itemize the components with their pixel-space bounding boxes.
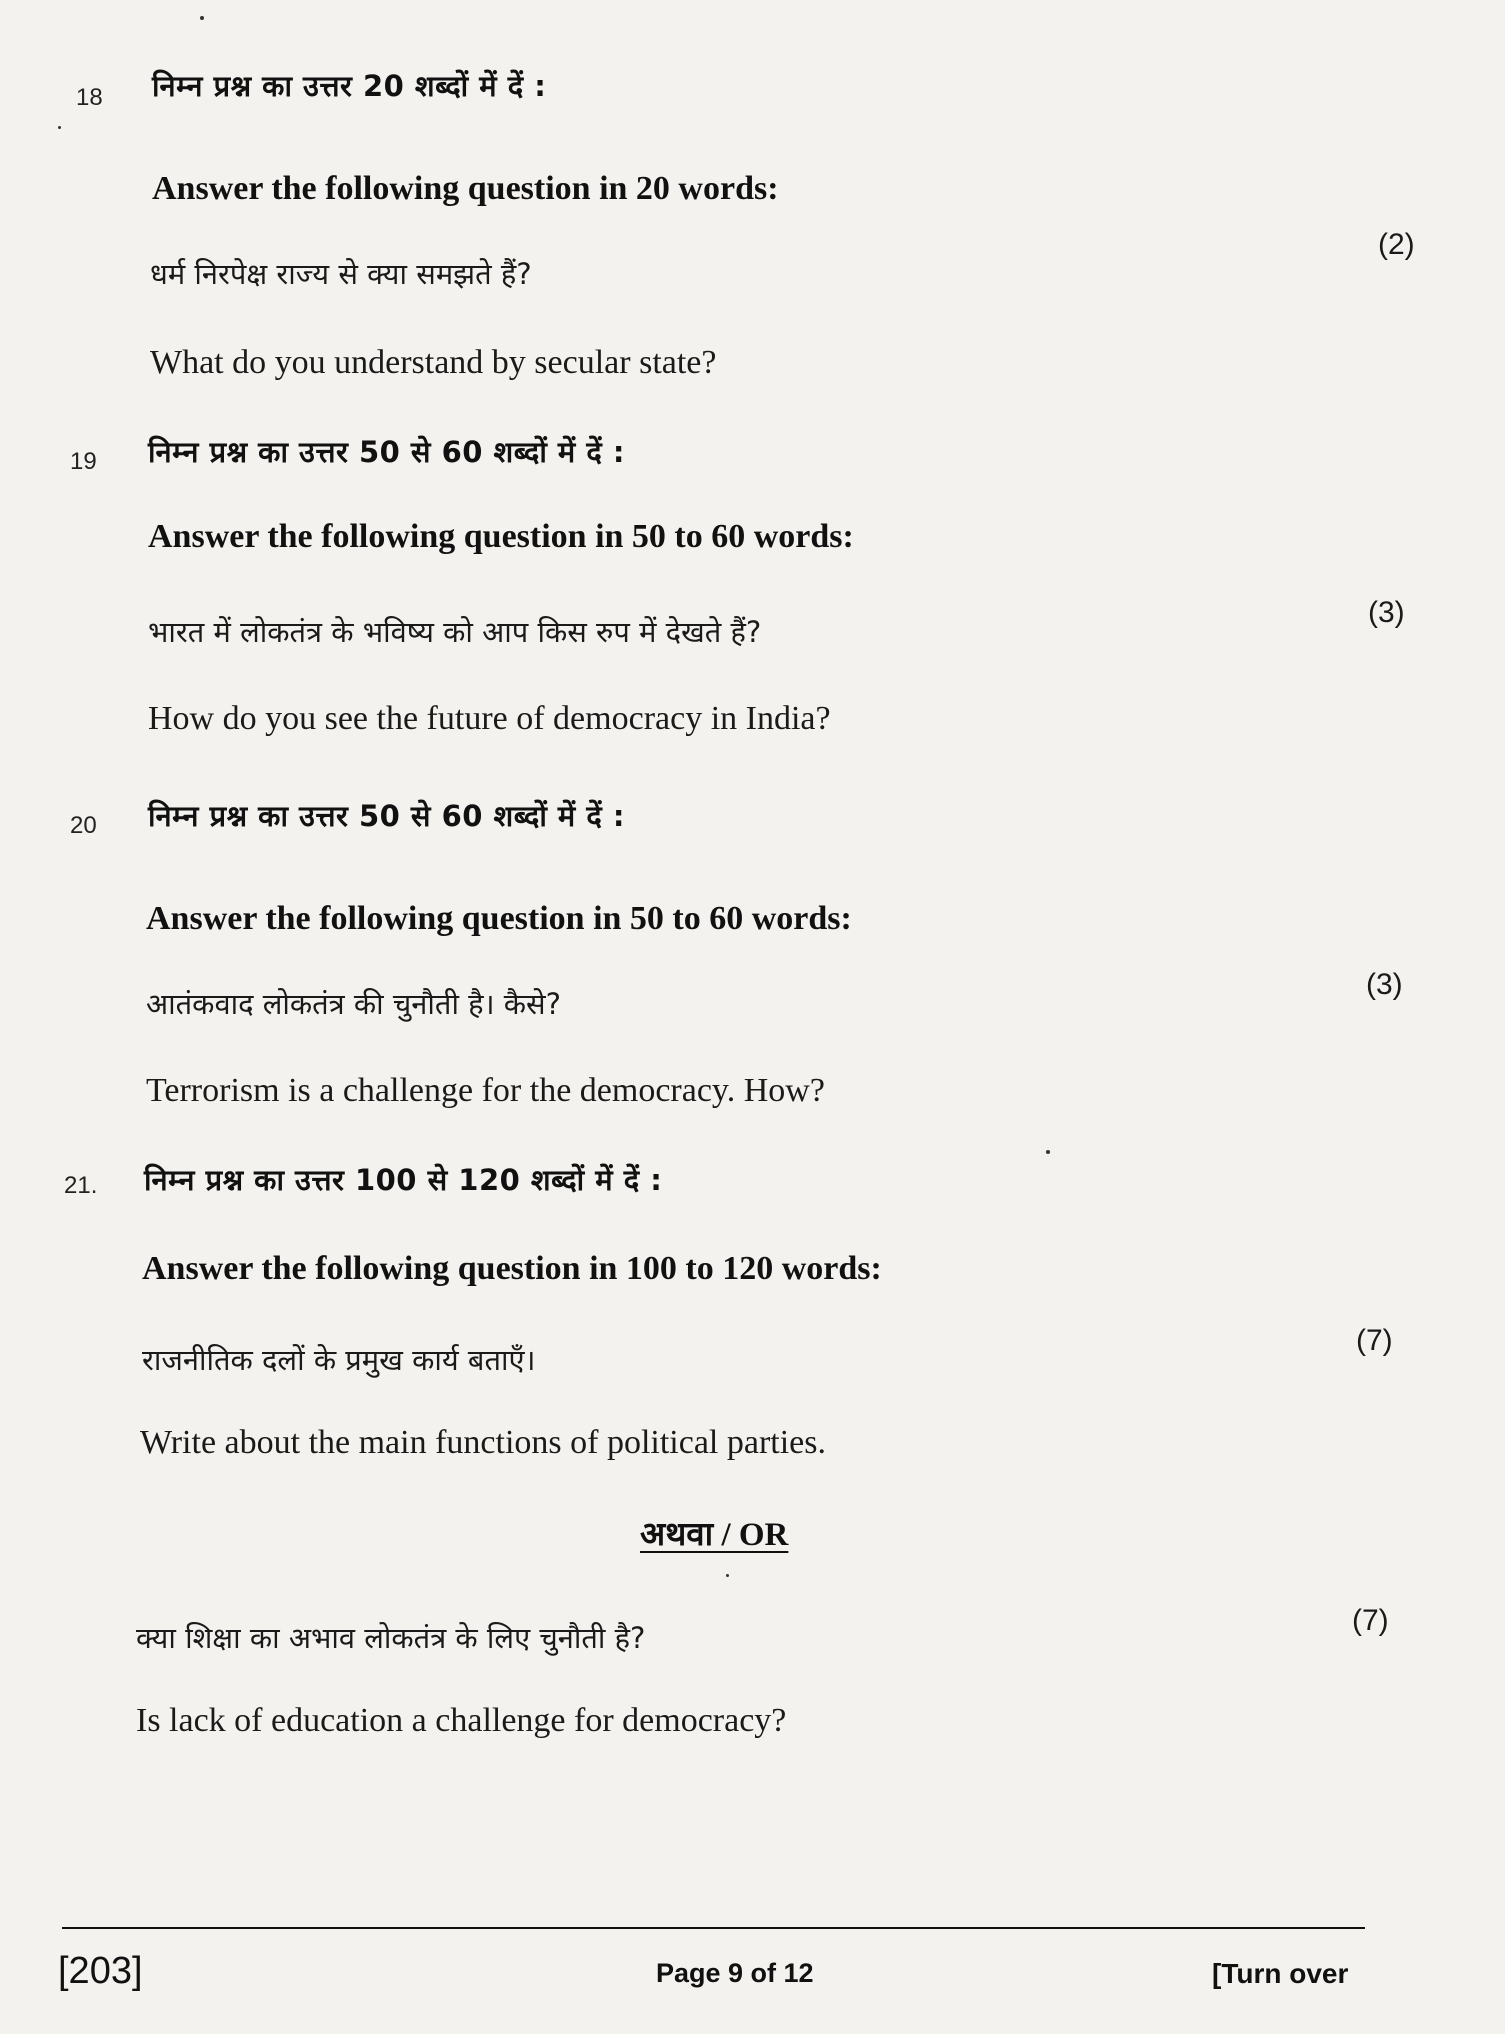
turn-over-label: [Turn over <box>1212 1958 1349 1989</box>
question-21-instruction-hindi: निम्न प्रश्न का उत्तर 100 से 120 शब्दों में दें : <box>144 1163 663 1197</box>
question-21-marks: (7) <box>1356 1324 1393 1357</box>
question-20-text-english: Terrorism is a challenge for the democracy. How? <box>146 1072 825 1109</box>
question-21-alt-text-hindi: क्या शिक्षा का अभाव लोकतंत्र के लिए चुनौती है? <box>136 1621 646 1655</box>
scan-speck <box>726 1574 729 1577</box>
question-19-marks: (3) <box>1368 596 1405 629</box>
question-18-marks: (2) <box>1378 228 1415 261</box>
question-18-text-english: What do you understand by secular state? <box>150 344 717 381</box>
question-18-number: 18 <box>76 84 103 111</box>
question-20-instruction-hindi: निम्न प्रश्न का उत्तर 50 से 60 शब्दों में दें : <box>148 799 625 833</box>
question-21-alt-marks: (7) <box>1352 1604 1389 1637</box>
question-19-number: 19 <box>70 448 97 475</box>
question-21-number: 21. <box>64 1172 98 1199</box>
question-21-alt-text-english: Is lack of education a challenge for democracy? <box>136 1702 787 1739</box>
question-20-number: 20 <box>70 812 97 839</box>
question-19-text-english: How do you see the future of democracy in India? <box>148 700 831 737</box>
question-19-instruction-english: Answer the following question in 50 to 60 words: <box>148 518 854 555</box>
question-21-text-hindi: राजनीतिक दलों के प्रमुख कार्य बताएँ। <box>142 1343 536 1377</box>
paper-code: [203] <box>58 1950 143 1992</box>
question-18-instruction-hindi: निम्न प्रश्न का उत्तर 20 शब्दों में दें : <box>152 69 547 103</box>
question-20-text-hindi: आतंकवाद लोकतंत्र की चुनौती है। कैसे? <box>146 987 562 1021</box>
scan-speck <box>1046 1150 1050 1154</box>
page-number: Page 9 of 12 <box>656 1958 814 1988</box>
question-18-text-hindi: धर्म निरपेक्ष राज्य से क्या समझते हैं? <box>150 257 532 291</box>
scan-speck <box>58 126 61 129</box>
or-separator: अथवा / OR <box>640 1517 789 1553</box>
question-20-marks: (3) <box>1366 968 1403 1001</box>
footer-divider <box>62 1927 1365 1929</box>
question-21-text-english: Write about the main functions of political parties. <box>140 1424 826 1461</box>
question-19-instruction-hindi: निम्न प्रश्न का उत्तर 50 से 60 शब्दों में दें : <box>148 435 625 469</box>
question-19-text-hindi: भारत में लोकतंत्र के भविष्य को आप किस रुप में देखते हैं? <box>148 615 762 649</box>
question-20-instruction-english: Answer the following question in 50 to 60 words: <box>146 900 852 937</box>
scan-speck <box>200 16 204 20</box>
question-21-instruction-english: Answer the following question in 100 to 120 words: <box>142 1250 882 1287</box>
question-18-instruction-english: Answer the following question in 20 words: <box>152 170 779 207</box>
